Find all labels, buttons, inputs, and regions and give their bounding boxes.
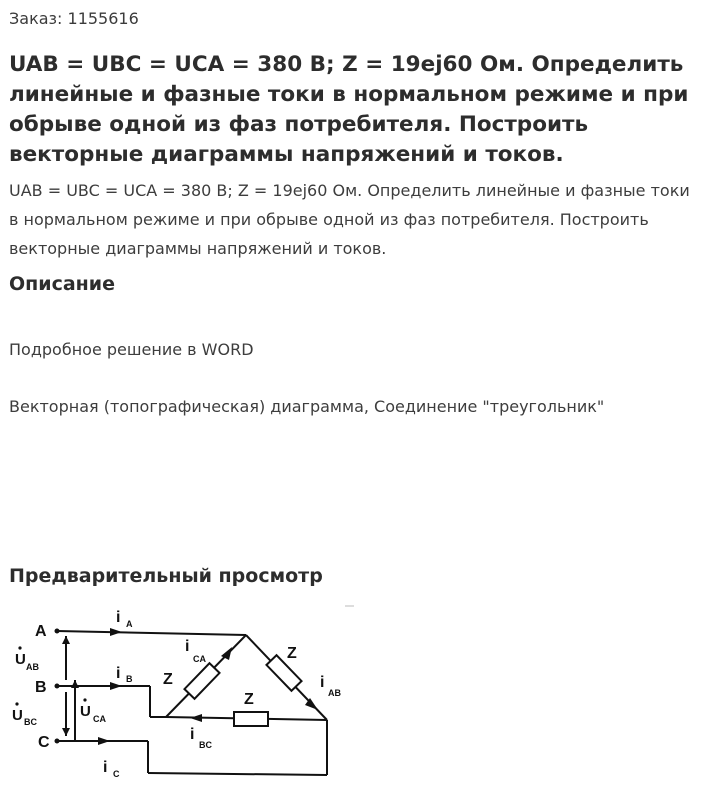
dot-uab: [18, 646, 21, 649]
resistor-bc: [234, 712, 268, 726]
label-uab-sub: AB: [26, 662, 39, 672]
label-ia: i: [116, 609, 121, 626]
dot-ubc: [15, 702, 18, 705]
label-iab: i: [320, 674, 325, 691]
arrow-ibc: [190, 714, 202, 722]
label-z-right: Z: [287, 645, 297, 662]
label-ic-sub: C: [113, 769, 120, 779]
label-ib: i: [116, 665, 121, 682]
label-iab-sub: AB: [328, 688, 341, 698]
label-z-bottom: Z: [244, 691, 254, 708]
ubc-arrow-head: [62, 728, 70, 736]
label-ubc-sub: BC: [24, 717, 37, 727]
preview-heading: Предварительный просмотр: [9, 565, 323, 587]
label-ib-sub: B: [126, 674, 133, 684]
label-ubc: U: [12, 707, 23, 724]
label-uca-sub: CA: [93, 714, 106, 724]
order-number: Заказ: 1155616: [9, 9, 139, 28]
arrow-ia: [110, 628, 122, 636]
wire-a: [57, 631, 246, 635]
circuit-preview: [0, 600, 360, 797]
label-z-left: Z: [163, 671, 173, 688]
solution-details: Векторная (топографическая) диаграмма, Соединение "треугольник": [9, 397, 605, 416]
label-ia-sub: A: [126, 619, 133, 629]
uca-arrow-head: [71, 680, 79, 688]
label-ica: i: [185, 638, 190, 655]
page-title: UAB = UBC = UCA = 380 В; Z = 19ej60 Ом. Определить линейные и фазные токи в нормальном режиме и при обрыве одной из фаз потребителя. Построить векторные диаграммы напряжений и токов.: [9, 52, 689, 167]
label-ica-sub: CA: [193, 654, 206, 664]
arrow-ic: [98, 737, 110, 745]
task-text: UAB = UBC = UCA = 380 В; Z = 19ej60 Ом. Определить линейные и фазные токи в нормальном режиме и при обрыве одной из фаз потребителя. Построить векторные диаграммы напряжений и токов.: [9, 181, 690, 258]
label-c: C: [38, 734, 50, 751]
dot-uca: [83, 698, 86, 701]
description-heading: Описание: [9, 273, 116, 295]
label-uca: U: [80, 703, 91, 720]
label-uab: U: [15, 651, 26, 668]
arrow-ib: [110, 682, 122, 690]
label-ic: i: [103, 759, 108, 776]
solution-format: Подробное решение в WORD: [9, 340, 254, 359]
label-ibc-sub: BC: [199, 740, 212, 750]
label-ibc: i: [190, 726, 195, 743]
uab-arrow-head: [62, 636, 70, 644]
resistor-ca: [184, 663, 219, 699]
wire-c-bottom: [148, 773, 327, 775]
label-a: A: [35, 623, 47, 640]
label-b: B: [35, 679, 47, 696]
